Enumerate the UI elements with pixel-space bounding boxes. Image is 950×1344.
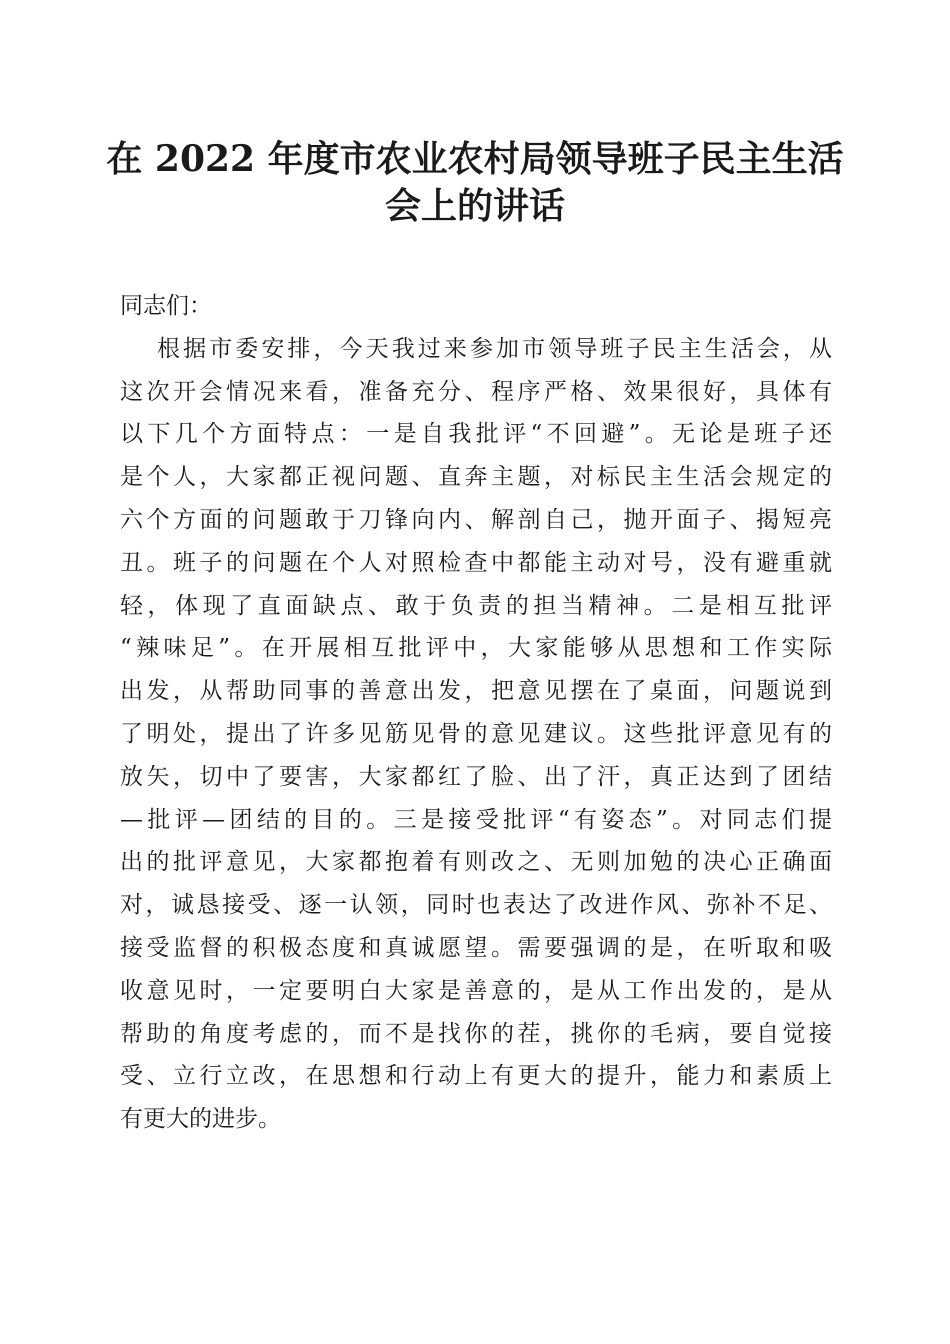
paragraph-line: 以下几个方面特点：一是自我批评“不回避”。无论是班子还 <box>120 421 832 448</box>
paragraph-line: 丑。班子的问题在个人对照检查中都能主动对号，没有避重就 <box>120 549 832 576</box>
salutation: 同志们： <box>120 293 212 319</box>
body-paragraph <box>120 328 832 1141</box>
paragraph-line: 帮助的角度考虑的，而不是找你的茬，挑你的毛病，要自觉接 <box>120 1020 832 1047</box>
title-line: 会上的讲话 <box>384 185 565 227</box>
paragraph-line: 出发，从帮助同事的善意出发，把意见摆在了桌面，问题说到 <box>120 678 832 705</box>
paragraph-line: 这次开会情况来看，准备充分、程序严格、效果很好，具体有 <box>120 378 832 405</box>
paragraph-line: “辣味足”。在开展相互批评中，大家能够从思想和工作实际 <box>120 635 832 662</box>
paragraph-line: 受、立行立改，在思想和行动上有更大的提升，能力和素质上 <box>120 1063 832 1090</box>
paragraph-line: 六个方面的问题敢于刀锋向内、解剖自己，抛开面子、揭短亮 <box>120 506 832 533</box>
paragraph-line: 接受监督的积极态度和真诚愿望。需要强调的是，在听取和吸 <box>120 934 832 961</box>
paragraph-line: 出的批评意见，大家都抱着有则改之、无则加勉的决心正确面 <box>120 849 832 876</box>
paragraph-line: 根据市委安排，今天我过来参加市领导班子民主生活会，从 <box>157 335 832 362</box>
paragraph-line: 收意见时，一定要明白大家是善意的，是从工作出发的，是从 <box>120 977 832 1004</box>
paragraph-line: 有更大的进步。 <box>120 1106 281 1133</box>
paragraph-line: —批评—团结的目的。三是接受批评“有姿态”。对同志们提 <box>120 806 832 833</box>
paragraph-line: 对，诚恳接受、逐一认领，同时也表达了改进作风、弥补不足、 <box>120 892 832 919</box>
paragraph-line: 放矢，切中了要害，大家都红了脸、出了汗，真正达到了团结 <box>120 763 832 790</box>
document-title <box>100 136 850 230</box>
title-line: 在 2022 年度市农业农村局领导班子民主生活 <box>106 138 844 180</box>
paragraph-line: 轻，体现了直面缺点、敢于负责的担当精神。二是相互批评 <box>120 592 832 619</box>
document-body <box>120 285 832 1141</box>
paragraph-line: 了明处，提出了许多见筋见骨的意见建议。这些批评意见有的 <box>120 720 832 747</box>
paragraph-line: 是个人，大家都正视问题、直奔主题，对标民主生活会规定的 <box>120 464 832 491</box>
